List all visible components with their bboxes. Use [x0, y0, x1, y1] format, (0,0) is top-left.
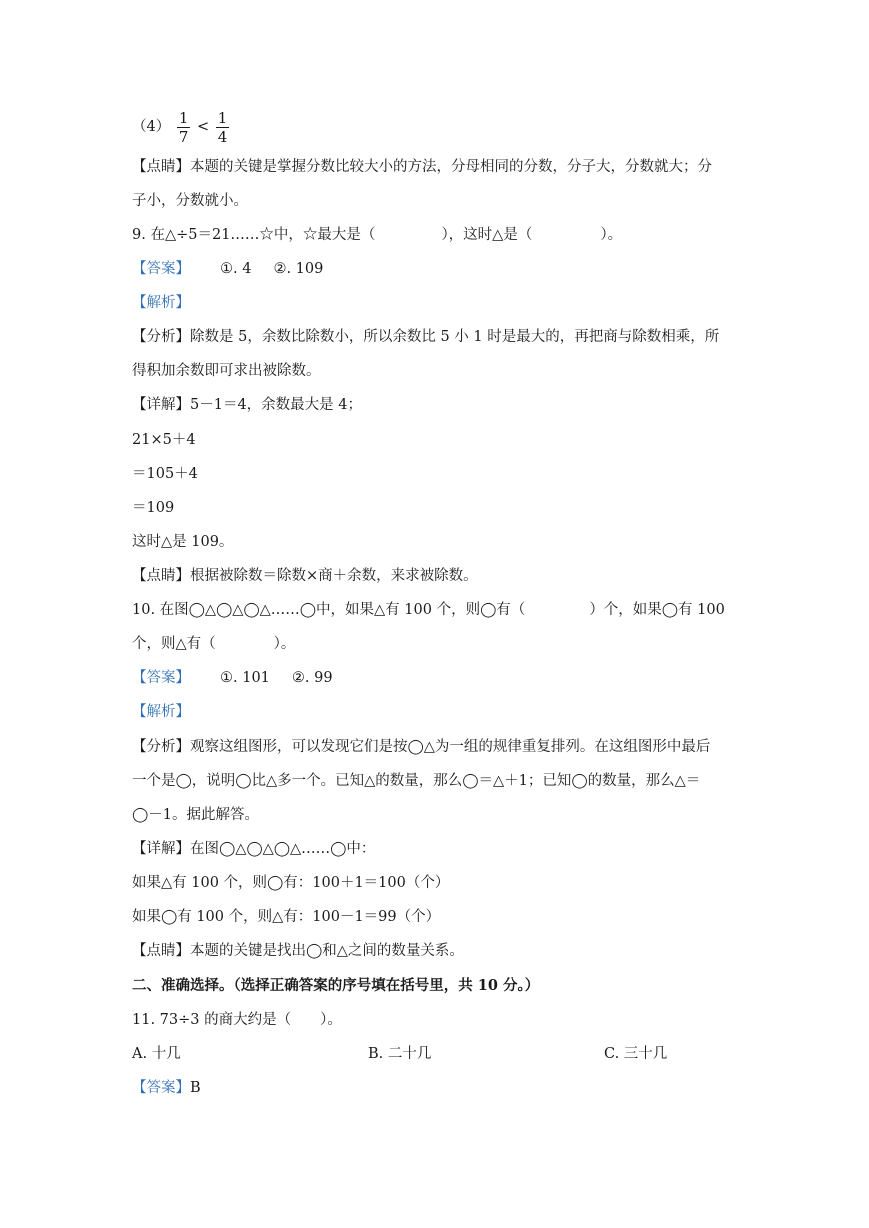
question-number: 11. [132, 1012, 156, 1028]
answer-value: B [190, 1080, 201, 1096]
detail-text: 在图◯△◯△◯△……◯中： [190, 841, 376, 857]
fraction-denominator: 4 [217, 127, 228, 146]
answer-tag: 【答案】 [132, 261, 190, 277]
tip-tag: 【点睛】 [132, 568, 190, 584]
detail-tag: 【详解】 [132, 397, 190, 413]
answer-tag: 【答案】 [132, 670, 190, 686]
tip-text: 本题的关键是找出◯和△之间的数量关系。 [190, 943, 464, 959]
q11-question [132, 1010, 737, 1030]
q10-detail-line1 [132, 839, 737, 859]
fenxi-text: 除数是 5，余数比除数小，所以余数比 5 小 1 时是最大的，再把商与除数相乘，所 [190, 329, 720, 345]
question-number: 9. [132, 227, 146, 243]
answer-value: ①. 4 [220, 261, 252, 277]
q10-analysis-tag: 【解析】 [132, 704, 190, 720]
option-b: B. 二十几 [368, 1046, 432, 1062]
answer-tag: 【答案】 [132, 1080, 190, 1096]
question-text: ），这时△是（ [441, 227, 533, 243]
question-text: 73÷3 的商大约是（ ）。 [159, 1012, 342, 1028]
tip-text: 本题的关键是掌握分数比较大小的方法，分母相同的分数，分子大，分数就大；分 [190, 159, 712, 175]
q10-fenxi-line2: 一个是◯，说明◯比△多一个。已知△的数量，那么◯＝△＋1；已知◯的数量，那么△＝ [132, 773, 701, 789]
q9-fenxi-line1 [132, 327, 737, 347]
fraction-one-fourth [216, 109, 230, 146]
fraction-one-seventh [177, 109, 191, 146]
q8-tip-line1 [132, 157, 737, 177]
q10-answer [132, 668, 737, 688]
answer-value: ①. 101 [220, 670, 270, 686]
question-text: 在图◯△◯△◯△……◯中，如果△有 100 个，则◯有（ [159, 602, 526, 618]
fraction-numerator: 1 [217, 108, 228, 127]
q9-detail-line1 [132, 395, 737, 415]
answer-value: ②. 109 [273, 261, 324, 277]
fenxi-text: 观察这组图形，可以发现它们是按◯△为一组的规律重复排列。在这组图形中最后 [190, 739, 711, 755]
less-than-sign: < [197, 119, 210, 135]
q10-question-line2 [132, 634, 737, 654]
q9-answer [132, 259, 737, 279]
q10-detail-line2: 如果△有 100 个，则◯有：100＋1＝100（个） [132, 875, 450, 891]
q10-question-line1 [132, 600, 737, 620]
detail-text: 5－1＝4，余数最大是 4； [190, 397, 363, 413]
question-text: ）。 [600, 227, 623, 243]
section-heading: 二、准确选择。（选择正确答案的序号填在括号里，共 10 分。） [132, 977, 540, 994]
q9-tip [132, 566, 737, 586]
tip-tag: 【点睛】 [132, 159, 190, 175]
question-text: 个，则△有（ [132, 636, 216, 652]
fraction-denominator: 7 [178, 127, 189, 146]
answer-value: ②. 99 [291, 670, 333, 686]
q9-calc3: ＝109 [132, 500, 175, 516]
q10-detail-line3: 如果◯有 100 个，则△有：100－1＝99（个） [132, 909, 441, 925]
q9-fenxi-line2: 得积加余数即可求出被除数。 [132, 363, 321, 379]
q10-tip [132, 941, 737, 961]
option-c: C. 三十几 [604, 1046, 668, 1062]
question-text: ）个，如果◯有 100 [589, 602, 725, 618]
fraction-numerator: 1 [178, 108, 189, 127]
q11-answer [132, 1078, 737, 1098]
fenxi-tag: 【分析】 [132, 739, 190, 755]
q9-conclusion: 这时△是 109。 [132, 534, 234, 550]
q9-calc2: ＝105＋4 [132, 466, 198, 482]
tip-text: 根据被除数＝除数×商＋余数，来求被除数。 [190, 568, 478, 584]
question-text: ）。 [273, 636, 296, 652]
detail-tag: 【详解】 [132, 841, 190, 857]
tip-tag: 【点睛】 [132, 943, 190, 959]
q9-calc1: 21×5＋4 [132, 432, 196, 448]
question-text: 在△÷5＝21……☆中，☆最大是（ [150, 227, 376, 243]
q8-item4 [132, 107, 737, 151]
q10-fenxi-line1 [132, 737, 737, 757]
q10-fenxi-line3: ◯－1。据此解答。 [132, 807, 259, 823]
q9-question [132, 225, 737, 245]
q11-options [132, 1044, 737, 1064]
option-a: A. 十几 [132, 1046, 181, 1062]
question-number: 10. [132, 602, 156, 618]
q9-analysis-tag: 【解析】 [132, 295, 190, 311]
q8-item4-label: （4） [132, 119, 171, 135]
fenxi-tag: 【分析】 [132, 329, 190, 345]
q8-tip-line2: 子小，分数就小。 [132, 193, 248, 209]
